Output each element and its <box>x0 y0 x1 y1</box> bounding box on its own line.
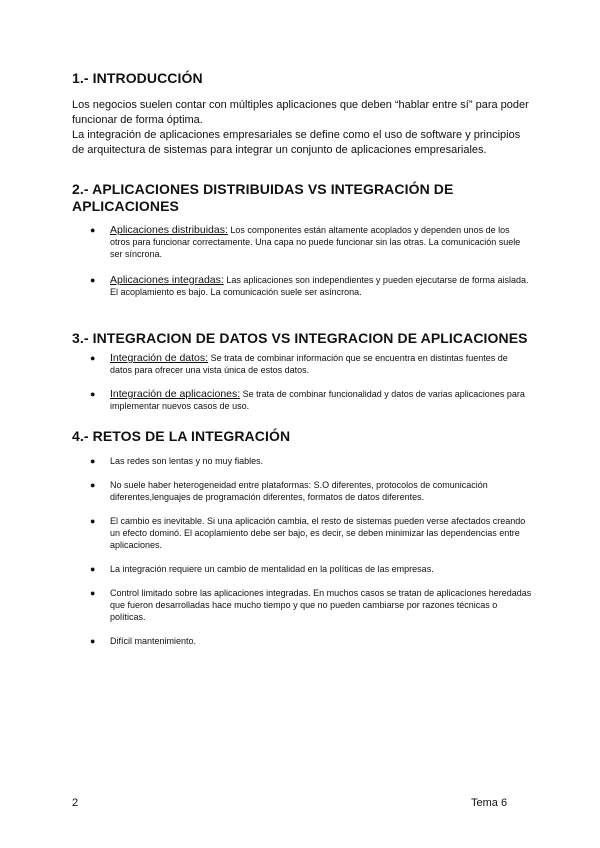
term-description: Los componentes están altamente acoplados y dependen unos de los otros para funcionar correctamente. Una capa no puede funcionar sin las otras. La comunicación suele ser síncrona. <box>110 225 521 259</box>
section-3-heading: 3.- INTEGRACION DE DATOS VS INTEGRACION DE APLICACIONES <box>72 330 528 346</box>
section-2-heading: 2.- APLICACIONES DISTRIBUIDAS VS INTEGRACIÓN DE APLICACIONES <box>72 181 454 214</box>
challenge-text: Difícil mantenimiento. <box>110 636 197 646</box>
challenge-text: La integración requiere un cambio de mentalidad en la políticas de las empresas. <box>110 564 434 574</box>
term-label: Aplicaciones integradas: <box>110 274 224 286</box>
term-label: Integración de datos: <box>110 352 209 364</box>
bullet-icon: ● <box>90 480 96 490</box>
list-item <box>72 274 532 298</box>
bullet-icon: ● <box>90 636 96 646</box>
section-2-list <box>72 224 532 298</box>
bullet-icon: ● <box>90 353 96 363</box>
section-1-heading: 1.- INTRODUCCIÓN <box>72 70 203 86</box>
challenge-text: El cambio es inevitable. Si una aplicación cambia, el resto de sistemas pueden verse afectados creando un efecto dominó. El acoplamiento debe ser bajo, es decir, se deben minimizar las dependencias entre aplicaciones. <box>110 516 526 550</box>
list-item <box>72 388 532 412</box>
term-description: Las aplicaciones son independientes y pueden ejecutarse de forma aislada. El acoplamiento es bajo. La comunicación suele ser asíncrona. <box>110 275 529 297</box>
bullet-icon: ● <box>90 456 96 466</box>
section-4-list <box>72 455 532 647</box>
bullet-icon: ● <box>90 588 96 598</box>
list-item <box>72 352 532 376</box>
challenge-text: No suele haber heterogeneidad entre plataformas: S.O diferentes, protocolos de comunicación diferentes,lenguajes de programación diferentes, formatos de datos diferentes. <box>110 480 488 502</box>
list-item <box>72 587 532 623</box>
list-item <box>72 455 532 467</box>
challenge-text: Las redes son lentas y no muy fiables. <box>110 456 264 466</box>
bullet-icon: ● <box>90 564 96 574</box>
bullet-icon: ● <box>90 516 96 526</box>
term-description: Se trata de combinar información que se encuentra en distintas fuentes de datos para ofrecer una vista única de estos datos. <box>110 353 508 375</box>
term-description: Se trata de combinar funcionalidad y datos de varias aplicaciones para implementar nuevos casos de uso. <box>110 389 525 411</box>
page-number: 2 <box>72 797 79 809</box>
section-4-heading: 4.- RETOS DE LA INTEGRACIÓN <box>72 428 291 444</box>
challenge-text: Control limitado sobre las aplicaciones integradas. En muchos casos se tratan de aplicaciones heredadas que fueron desarrolladas hace mucho tiempo y que no pueden cambiarse por razones técnicas o políticas. <box>110 588 532 622</box>
footer-section-label: Tema 6 <box>471 797 508 809</box>
bullet-icon: ● <box>90 275 96 285</box>
list-item <box>72 635 532 647</box>
bullet-icon: ● <box>90 225 96 235</box>
bullet-icon: ● <box>90 389 96 399</box>
term-label: Integración de aplicaciones: <box>110 388 241 400</box>
intro-paragraph-2: La integración de aplicaciones empresariales se define como el uso de software y principios de arquitectura de sistemas para integrar un conjunto de aplicaciones empresariales. <box>72 129 521 156</box>
list-item <box>72 515 532 551</box>
document-body <box>72 70 532 647</box>
list-item <box>72 479 532 503</box>
list-item <box>72 224 532 260</box>
section-3-list <box>72 352 532 412</box>
list-item <box>72 563 532 575</box>
intro-paragraph-1: Los negocios suelen contar con múltiples aplicaciones que deben “hablar entre sí” para poder funcionar de forma óptima. <box>72 99 529 126</box>
term-label: Aplicaciones distribuidas: <box>110 224 228 236</box>
